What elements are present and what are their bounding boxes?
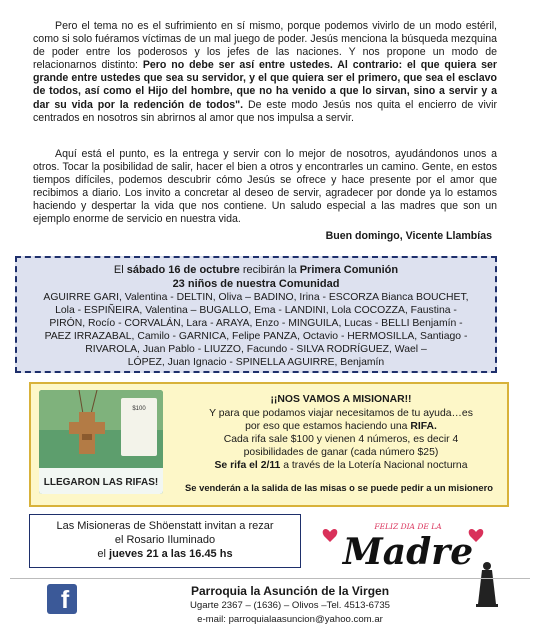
reflection-text-2: Aquí está el punto, es la entrega y servir con lo mejor de nosotros, ayudándonos unos a otros. Tocar la posibilidad de salir, hacer el bien a otros y encontrarles un camino. Gente, en estos tiempos difíciles, podemos descubrir cómo Jesús se ofrece y hace presente por el amor que recibimos a diario. Los invito a concretar al deseo de servir, agradecer por donde ya lo estamos haciendo y despertar la vida que nos contiene. Un saludo especial a las madres que son un ejemplo enorme de servicio en nuestra vida. — [33, 148, 497, 226]
raffle-photo — [39, 390, 163, 494]
rosary-box — [29, 514, 301, 568]
mission-line: posibilidades de ganar (cada número $25) — [243, 447, 439, 458]
mothers-day-graphic — [320, 516, 495, 576]
reflection-paragraph-2 — [33, 148, 497, 227]
mothers-day-title: Madre — [342, 531, 474, 573]
parish-name: Parroquia la Asunción de la Virgen — [190, 584, 390, 598]
parish-email[interactable]: e-mail: parroquialaasuncion@yahoo.com.ar — [197, 614, 383, 625]
signature: Buen domingo, Vicente Llambías — [325, 230, 492, 242]
communion-names-line: PIRÓN, Rocío - CORVALÁN, Lara - ARAYA, Enzo - MINGUILA, Lucas - BELLI Benjamín - — [49, 318, 463, 329]
mission-title: ¡¡NOS VAMOS A MISIONAR!! — [270, 394, 412, 405]
mission-line: Cada rifa sale $100 y vienen 4 números, es decir 4 — [223, 434, 459, 445]
rosary-line: Las Misioneras de Shöenstatt invitan a rezar — [56, 520, 274, 532]
mission-line: Se rifa el 2/11 a través de la Lotería Nacional nocturna — [214, 460, 468, 471]
reflection-text-end: De este modo Jesús nos quita el encierro de vivir centrados en nosotros sin abrirnos al amor que nos impulsa a servir. — [33, 98, 497, 124]
heart-icon — [323, 529, 338, 542]
parish-address: Ugarte 2367 – (1636) – Olivos –Tel. 4513-6735 — [190, 600, 390, 611]
footer-divider — [10, 578, 530, 579]
rosary-line: el jueves 21 a las 16.45 hs — [97, 548, 233, 560]
gospel-quote: Pero no debe ser así entre ustedes. Al contrario: el que quiera ser grande entre ustedes que sea su servidor, y el que quiera ser el primero, que sea el esclavo de todos, así como el Hijo del hombre, que no ha venido a que lo sirvan, sino a servir y a dar su vida por la redención de todos". — [33, 59, 497, 111]
communion-names-line: AGUIRRE GARI, Valentina - DELTIN, Oliva – BADINO, Irina - ESCORZA Bianca BOUCHET, — [43, 292, 469, 303]
rosary-line: el Rosario Iluminado — [114, 534, 216, 546]
communion-names-line: LÓPEZ, Juan Ignacio - SPINELLA AGUIRRE, Benjamín — [127, 357, 385, 368]
communion-names-line: PAEZ IRRAZABAL, Camilo - GARNICA, Felipe PANZA, Octavio - HERMOSILLA, Santiago - — [44, 331, 468, 342]
communion-box — [15, 256, 497, 373]
virgin-silhouette-icon — [474, 560, 500, 608]
communion-subtitle: 23 niños de nuestra Comunidad — [172, 278, 340, 290]
reflection-text: Pero el tema no es el sufrimiento en sí mismo, porque podemos vivirlo de un modo estéril, como si solo fuéramos víctimas de un mal juego de poder. Jesús menciona la búsqueda mezquina de poder entre los poderosos y los jefes de las naciones. Y nos propone un modo de relacionarnos distinto: — [33, 20, 497, 72]
communion-names-line: RIVAROLA, Juan Pablo - LIUZZO, Facundo - SILVA RODRÍGUEZ, Wael – — [85, 344, 427, 355]
facebook-icon[interactable]: f — [47, 584, 77, 614]
mission-raffle-box — [29, 382, 509, 507]
mission-line: por eso que estamos haciendo una RIFA. — [245, 421, 437, 432]
mothers-day-small: FELIZ DIA DE LA — [374, 522, 442, 531]
raffle-photo-caption: LLEGARON LAS RIFAS! — [43, 477, 159, 488]
ticket-price: $100 — [132, 406, 146, 412]
mission-line: Y para que podamos viajar necesitamos de tu ayuda…es — [209, 408, 473, 419]
raffle-photo-drawing — [39, 390, 163, 494]
reflection-paragraph-1 — [33, 20, 497, 125]
communion-event: Primera Comunión — [299, 264, 399, 276]
communion-date: sábado 16 de octubre — [126, 264, 240, 276]
communion-names-line: Lola - ESPIÑEIRA, Valentina – BUGALLO, Ema - LANDINI, Lola COCOZZA, Faustina - — [55, 305, 457, 316]
communion-intro: El sábado 16 de octubre recibirán la Primera Comunión — [113, 264, 399, 276]
mission-footer: Se venderán a la salida de las misas o se puede pedir a un misionero — [185, 482, 493, 493]
